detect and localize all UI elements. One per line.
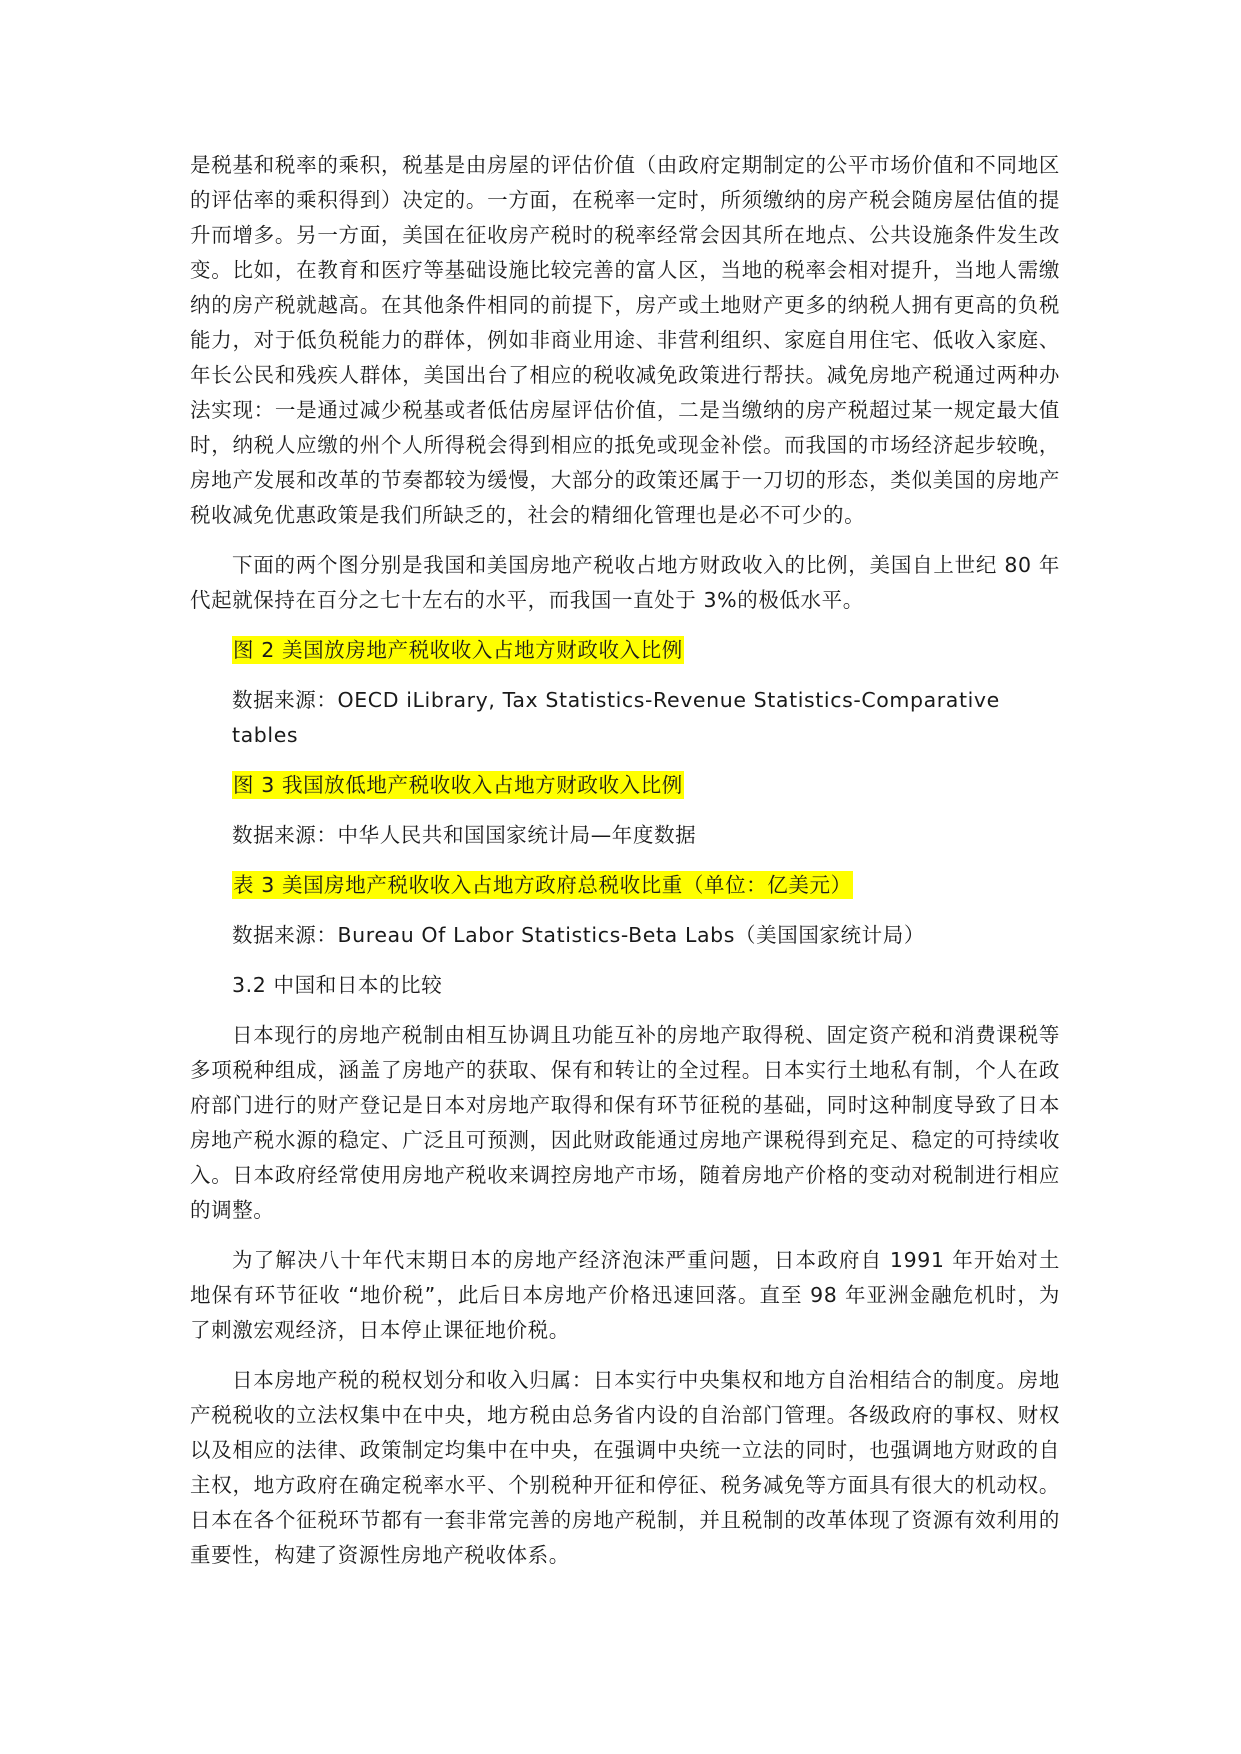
figure-3-caption-text: 图 3 我国放低地产税收收入占地方财政收入比例 <box>233 773 683 797</box>
paragraph-japan-tax-authority: 日本房地产税的税权划分和收入归属：日本实行中央集权和地方自治相结合的制度。房地产税税收的立法权集中在中央，地方税由总务省内设的自治部门管理。各级政府的事权、财权以及相应的法律、政策制定均集中在中央，在强调中央统一立法的同时，也强调地方财政的自主权，地方政府在确定税率水平、个别税种开征和停征、税务减免等方面具有很大的机动权。日本在各个征税环节都有一套非常完善的房地产税制，并且税制的改革体现了资源有效利用的重要性，构建了资源性房地产税收体系。 <box>190 1368 1060 1567</box>
table-3-source: 数据来源：Bureau Of Labor Statistics-Beta Labs（美国国家统计局） <box>232 923 925 947</box>
figure-2-caption <box>190 633 1060 668</box>
section-heading: 3.2 中国和日本的比较 <box>232 973 443 997</box>
paragraph-tax-share-comparison: 下面的两个图分别是我国和美国房地产税收占地方财政收入的比例，美国自上世纪 80 年代起就保持在百分之七十左右的水平，而我国一直处于 3%的极低水平。 <box>190 553 1060 612</box>
figure-2-caption-text: 图 2 美国放房地产税收收入占地方财政收入比例 <box>233 638 683 662</box>
table-3-caption <box>190 868 1060 903</box>
paragraph-us-property-tax-rate: 是税基和税率的乘积，税基是由房屋的评估价值（由政府定期制定的公平市场价值和不同地区的评估率的乘积得到）决定的。一方面，在税率一定时，所须缴纳的房产税会随房屋估值的提升而增多。另一方面，美国在征收房产税时的税率经常会因其所在地点、公共设施条件发生改变。比如，在教育和医疗等基础设施比较完善的富人区，当地的税率会相对提升，当地人需缴纳的房产税就越高。在其他条件相同的前提下，房产或土地财产更多的纳税人拥有更高的负税能力，对于低负税能力的群体，例如非商业用途、非营利组织、家庭自用住宅、低收入家庭、年长公民和残疾人群体，美国出台了相应的税收减免政策进行帮扶。减免房地产税通过两种办法实现：一是通过减少税基或者低估房屋评估价值，二是当缴纳的房产税超过某一规定最大值时，纳税人应缴的州个人所得税会得到相应的抵免或现金补偿。而我国的市场经济起步较晚，房地产发展和改革的节奏都较为缓慢，大部分的政策还属于一刀切的形态，类似美国的房地产税收减免优惠政策是我们所缺乏的，社会的精细化管理也是必不可少的。 <box>190 153 1060 527</box>
table-3-caption-text: 表 3 美国房地产税收收入占地方政府总税收比重（单位：亿美元） <box>233 873 852 897</box>
paragraph-japan-tax-system: 日本现行的房地产税制由相互协调且功能互补的房地产取得税、固定资产税和消费课税等多项税种组成，涵盖了房地产的获取、保有和转让的全过程。日本实行土地私有制，个人在政府部门进行的财产登记是日本对房地产取得和保有环节征税的基础，同时这种制度导致了日本房地产税水源的稳定、广泛且可预测，因此财政能通过房地产课税得到充足、稳定的可持续收入。日本政府经常使用房地产税收来调控房地产市场，随着房地产价格的变动对税制进行相应的调整。 <box>190 1023 1060 1222</box>
document-body <box>190 148 1060 1588</box>
figure-3-source: 数据来源：中华人民共和国国家统计局—年度数据 <box>232 823 697 847</box>
figure-2-source: 数据来源：OECD iLibrary, Tax Statistics-Revenue Statistics-Comparative tables <box>232 688 1000 747</box>
paragraph-japan-land-price-tax: 为了解决八十年代末期日本的房地产经济泡沫严重问题，日本政府自 1991 年开始对土地保有环节征收 “地价税”，此后日本房地产价格迅速回落。直至 98 年亚洲金融危机时，为了刺激宏观经济，日本停止课征地价税。 <box>190 1248 1060 1342</box>
figure-3-caption <box>190 768 1060 803</box>
